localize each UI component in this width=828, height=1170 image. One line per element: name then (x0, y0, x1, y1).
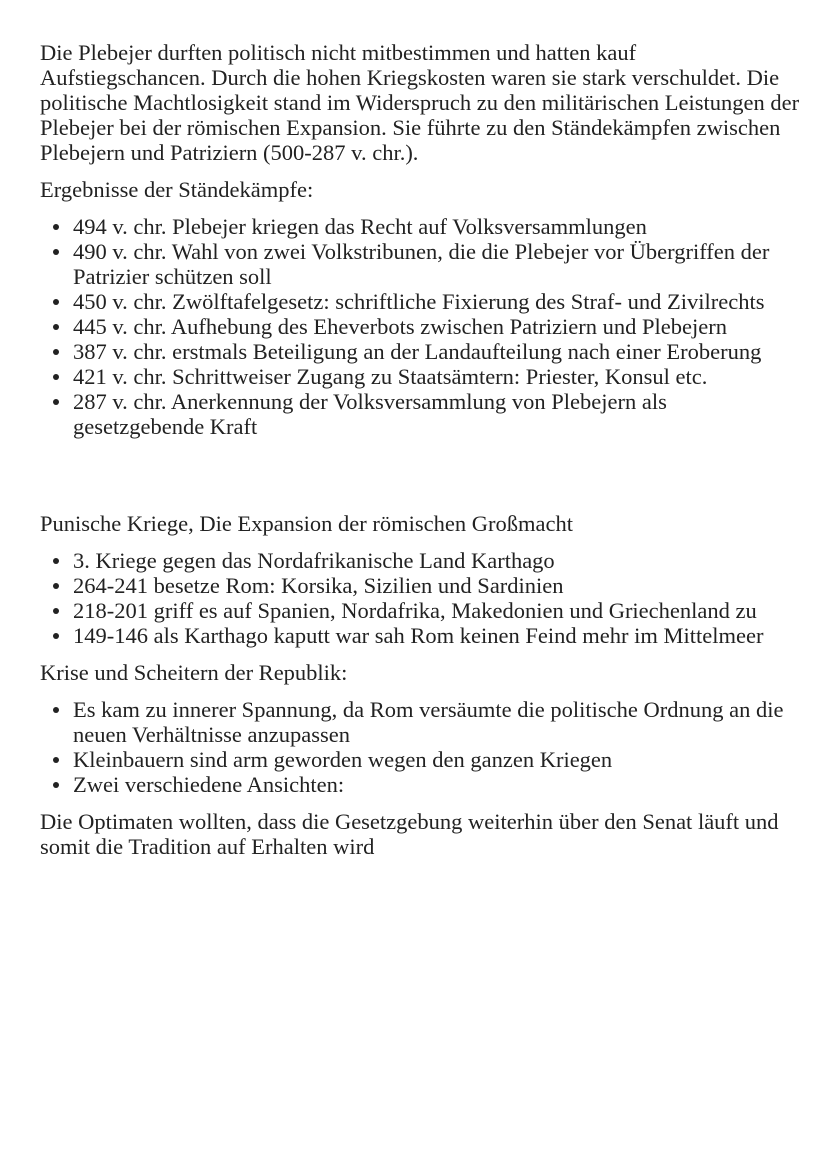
list-item: 490 v. chr. Wahl von zwei Volkstribunen, die die Plebejer vor Übergriffen der Patrizier schützen soll (73, 239, 800, 289)
intro-paragraph: Die Plebejer durften politisch nicht mitbestimmen und hatten kauf Aufstiegschancen. Durch die hohen Kriegskosten waren sie stark verschuldet. Die politische Machtlosigkeit stand im Widerspruch zu den militärischen Leistungen der Plebejer bei der römischen Expansion. Sie führte zu den Ständekämpfen zwischen Plebejern und Patriziern (500-287 v. chr.). (40, 40, 800, 165)
punisch-heading: Punische Kriege, Die Expansion der römischen Großmacht (40, 511, 573, 536)
list-item: 450 v. chr. Zwölftafelgesetz: schriftliche Fixierung des Straf- und Zivilrechts (73, 289, 800, 314)
document-page (40, 40, 800, 871)
list-item: 494 v. chr. Plebejer kriegen das Recht auf Volksversammlungen (73, 214, 800, 239)
optimaten-paragraph: Die Optimaten wollten, dass die Gesetzgebung weiterhin über den Senat läuft und somit die Tradition auf Erhalten wird (40, 809, 779, 859)
staende-list (40, 214, 800, 439)
list-item: Es kam zu innerer Spannung, da Rom versäumte die politische Ordnung an die neuen Verhältnisse anzupassen (73, 697, 800, 747)
krise-heading: Krise und Scheitern der Republik: (40, 660, 348, 685)
list-item: 149-146 als Karthago kaputt war sah Rom keinen Feind mehr im Mittelmeer (73, 623, 800, 648)
list-item: 218-201 griff es auf Spanien, Nordafrika, Makedonien und Griechenland zu (73, 598, 800, 623)
punisch-list (40, 548, 800, 648)
list-item: 445 v. chr. Aufhebung des Eheverbots zwischen Patriziern und Plebejern (73, 314, 800, 339)
section-spacer (40, 451, 800, 511)
list-item: 387 v. chr. erstmals Beteiligung an der Landaufteilung nach einer Eroberung (73, 339, 800, 364)
list-item: 287 v. chr. Anerkennung der Volksversammlung von Plebejern als gesetzgebende Kraft (73, 389, 800, 439)
list-item: 3. Kriege gegen das Nordafrikanische Land Karthago (73, 548, 800, 573)
staende-heading: Ergebnisse der Ständekämpfe: (40, 177, 314, 202)
list-item: Zwei verschiedene Ansichten: (73, 772, 800, 797)
krise-list (40, 697, 800, 797)
list-item: 421 v. chr. Schrittweiser Zugang zu Staatsämtern: Priester, Konsul etc. (73, 364, 800, 389)
list-item: Kleinbauern sind arm geworden wegen den ganzen Kriegen (73, 747, 800, 772)
list-item: 264-241 besetze Rom: Korsika, Sizilien und Sardinien (73, 573, 800, 598)
